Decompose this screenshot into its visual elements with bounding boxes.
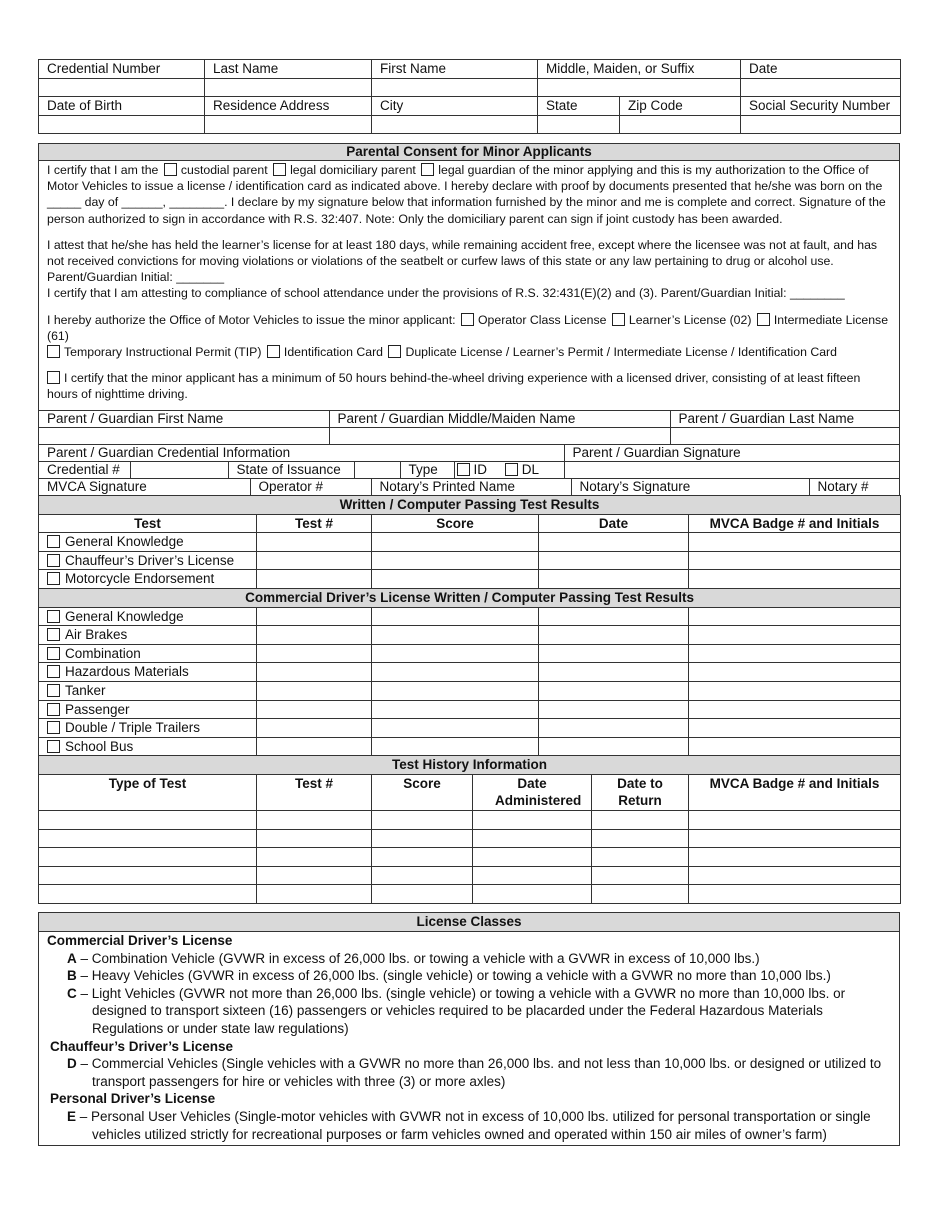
applicant-info-table — [38, 59, 901, 134]
test-checkbox[interactable] — [47, 554, 60, 567]
test-checkbox[interactable] — [47, 628, 60, 641]
consent-paragraph-4: I certify that the minor applicant has a minimum of 50 hours behind-the-wheel driving experience with a licensed driver, consisting of at least fifteen hours of nighttime driving. — [47, 371, 861, 402]
domiciliary-parent-checkbox[interactable] — [273, 163, 286, 176]
class-c: C – Light Vehicles (GVWR not more than 26,000 lbs. (single vehicle) or towing a vehicle with a GVWR no more than 10,000 lbs. or designed to transport sixteen (16) passengers or vehicles required to be placarded under the Federal Hazardous Materials Regulations or under state law regulations) — [67, 985, 846, 1036]
mvca-signature-label: MVCA Signature — [39, 479, 250, 496]
type-id-checkbox[interactable] — [457, 463, 470, 476]
first-name-field[interactable] — [372, 78, 538, 97]
dob-label: Date of Birth — [39, 97, 205, 116]
parental-consent-title: Parental Consent for Minor Applicants — [39, 144, 899, 161]
test-checkbox[interactable] — [47, 665, 60, 678]
test-checkbox[interactable] — [47, 684, 60, 697]
class-d: D – Commercial Vehicles (Single vehicles with a GVWR no more than 26,000 lbs. and not less than 10,000 lbs. or designed or utilized to transport passengers for hire or vehicles with three (3) or more axles) — [67, 1056, 882, 1089]
table-row: Motorcycle Endorsement — [39, 570, 901, 589]
city-field[interactable] — [372, 115, 538, 134]
guardian-credential-info-label: Parent / Guardian Credential Information — [39, 445, 564, 462]
cdl-tests-title: Commercial Driver’s License Written / Computer Passing Test Results — [39, 588, 901, 607]
consent-paragraph-2: I attest that he/she has held the learner’s license for at least 180 days, while remaining accident free, except where the licensee was not at fault, and has not received convictions for moving violations or violations of the seatbelt or curfew laws of this state or any law pertaining to drug or alcohol use. Parent/Guardian Initial: _______ I certify that I am attesting to compliance of school attendance under the provisions of R.S. 32:431(E)(2) and (3). Parent/Guardian Initial: ________ — [47, 237, 878, 301]
guardian-first-name-field[interactable] — [39, 427, 329, 444]
license-classes-title: License Classes — [39, 913, 899, 932]
table-row: Combination — [39, 644, 901, 663]
chauffeur-heading: Chauffeur’s Driver’s License — [50, 1038, 234, 1054]
credential-hash-label: Credential # — [39, 462, 130, 479]
test-history-title: Test History Information — [39, 756, 901, 775]
notary-signature-label: Notary’s Signature — [571, 479, 809, 496]
class-e: E – Personal User Vehicles (Single-motor vehicles with GVWR not in excess of 10,000 lbs. utilized for personal transportation or single vehicles utilized strictly for recreational purposes or farm vehicles owned and operated within 150 air miles of owner’s farm) — [67, 1108, 871, 1142]
guardian-middle-name-label: Parent / Guardian Middle/Maiden Name — [329, 410, 670, 427]
cdl-heading: Commercial Driver’s License — [47, 933, 233, 948]
col-history-mvca-badge: MVCA Badge # and Initials — [689, 774, 901, 810]
table-row: Passenger — [39, 700, 901, 719]
type-options: ID DL — [454, 462, 564, 479]
class-b: B – Heavy Vehicles (GVWR in excess of 26,000 lbs. (single vehicle) or towing a vehicle with a GVWR no more than 10,000 lbs.) — [67, 968, 831, 984]
credential-number-label: Credential Number — [39, 60, 205, 79]
type-dl-checkbox[interactable] — [505, 463, 518, 476]
col-score: Score — [372, 514, 539, 533]
test-checkbox[interactable] — [47, 610, 60, 623]
col-test-number: Test # — [257, 514, 372, 533]
date-label: Date — [741, 60, 901, 79]
col-history-score: Score — [372, 774, 473, 810]
state-issuance-field[interactable] — [354, 462, 400, 479]
state-label: State — [538, 97, 620, 116]
legal-guardian-checkbox[interactable] — [421, 163, 434, 176]
ssn-label: Social Security Number — [741, 97, 901, 116]
consent-paragraph-3: I hereby authorize the Office of Motor Vehicles to issue the minor applicant: Operator Class License Learner’s License (02) Intermediate License (61) Temporary Instructional Permit (TIP) Identification Card Duplicate License / Learner’s Permit / Intermediate License / Identification Card — [47, 312, 889, 360]
operator-class-checkbox[interactable] — [461, 313, 474, 326]
table-row: Air Brakes — [39, 626, 901, 645]
zip-field[interactable] — [620, 115, 741, 134]
credential-hash-field[interactable] — [130, 462, 228, 479]
class-a: A – Combination Vehicle (GVWR in excess of 26,000 lbs. or towing a vehicle with a GVWR in excess of 10,000 lbs.) — [67, 950, 760, 966]
guardian-first-name-label: Parent / Guardian First Name — [39, 410, 329, 427]
notary-printed-name-label: Notary’s Printed Name — [371, 479, 571, 496]
first-name-label: First Name — [372, 60, 538, 79]
guardian-last-name-label: Parent / Guardian Last Name — [670, 410, 899, 427]
guardian-signature-label: Parent / Guardian Signature — [564, 445, 899, 462]
guardian-name-table — [39, 410, 899, 445]
col-mvca-badge: MVCA Badge # and Initials — [689, 514, 901, 533]
test-checkbox[interactable] — [47, 647, 60, 660]
col-test: Test — [39, 514, 257, 533]
last-name-label: Last Name — [205, 60, 372, 79]
credential-number-field[interactable] — [39, 78, 205, 97]
test-checkbox[interactable] — [47, 703, 60, 716]
col-date: Date — [539, 514, 689, 533]
license-classes-section — [38, 912, 900, 1146]
table-row — [39, 848, 901, 867]
zip-label: Zip Code — [620, 97, 741, 116]
test-checkbox[interactable] — [47, 572, 60, 585]
written-tests-title: Written / Computer Passing Test Results — [39, 496, 901, 515]
guardian-signature-field[interactable] — [564, 462, 899, 479]
col-date-administered: Date Administered — [473, 774, 592, 810]
city-label: City — [372, 97, 538, 116]
table-row: School Bus — [39, 737, 901, 756]
col-history-test-number: Test # — [257, 774, 372, 810]
test-checkbox[interactable] — [47, 535, 60, 548]
notary-number-label: Notary # — [809, 479, 899, 496]
ssn-field[interactable] — [741, 115, 901, 134]
tip-checkbox[interactable] — [47, 345, 60, 358]
custodial-parent-checkbox[interactable] — [164, 163, 177, 176]
guardian-last-name-field[interactable] — [670, 427, 899, 444]
table-row: Chauffeur’s Driver’s License — [39, 551, 901, 570]
table-row: Double / Triple Trailers — [39, 719, 901, 738]
table-row: Hazardous Materials — [39, 663, 901, 682]
residence-address-field[interactable] — [205, 115, 372, 134]
parental-consent-section — [38, 143, 900, 514]
col-type-of-test: Type of Test — [39, 774, 257, 810]
table-row — [39, 829, 901, 848]
table-row: General Knowledge — [39, 533, 901, 552]
guardian-credential-table — [39, 445, 899, 480]
test-results-table — [38, 495, 901, 904]
table-row — [39, 810, 901, 829]
learners-license-checkbox[interactable] — [612, 313, 625, 326]
driving-hours-checkbox[interactable] — [47, 371, 60, 384]
personal-heading: Personal Driver’s License — [50, 1091, 216, 1107]
consent-paragraph-1: I certify that I am the custodial parent legal domiciliary parent legal guardian of the minor applying and this is my authorization to the Office of Motor Vehicles to issue a license / identification card as indicated above. I hereby declare with proof by documents presented that he/she was born on the _____ day of ______, ________. I declare by my signature below that information furnished by the minor and me is complete and correct. Signature of the person authorized to sign in accordance with R.S. 32:407. Note: Only the domiciliary parent can sign if joint custody has been awarded. — [47, 163, 886, 226]
col-date-to-return: Date to Return — [592, 774, 689, 810]
guardian-middle-name-field[interactable] — [329, 427, 670, 444]
middle-name-label: Middle, Maiden, or Suffix — [538, 60, 741, 79]
test-checkbox[interactable] — [47, 721, 60, 734]
type-label: Type — [400, 462, 454, 479]
state-field[interactable] — [538, 115, 620, 134]
test-checkbox[interactable] — [47, 740, 60, 753]
table-row: General Knowledge — [39, 607, 901, 626]
middle-name-field[interactable] — [538, 78, 741, 97]
duplicate-checkbox[interactable] — [388, 345, 401, 358]
operator-number-label: Operator # — [250, 479, 371, 496]
dob-field[interactable] — [39, 115, 205, 134]
residence-address-label: Residence Address — [205, 97, 372, 116]
table-row — [39, 885, 901, 904]
table-row — [39, 866, 901, 885]
last-name-field[interactable] — [205, 78, 372, 97]
date-field[interactable] — [741, 78, 901, 97]
state-issuance-label: State of Issuance — [228, 462, 354, 479]
id-card-checkbox[interactable] — [267, 345, 280, 358]
table-row: Tanker — [39, 681, 901, 700]
intermediate-license-checkbox[interactable] — [757, 313, 770, 326]
